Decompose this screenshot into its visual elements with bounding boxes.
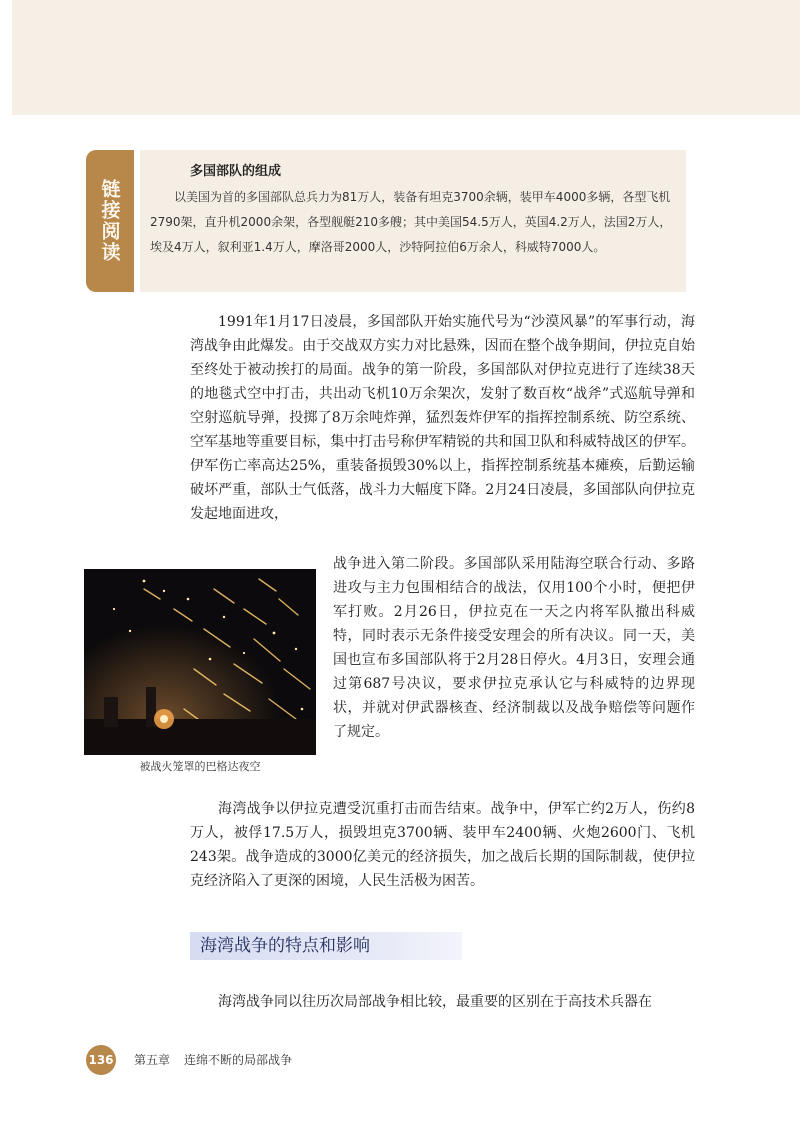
paragraph-1-continued: 战争进入第二阶段。多国部队采用陆海空联合行动、多路进攻与主力包围相结合的战法，仅用100个小时，便把伊军打败。2月26日，伊拉克在一天之内将军队撤出科威特，同时表示无条件接受安理会的所有决议。同一天，美国也宣布多国部队将于2月28日停火。4月3日，安理会通过第687号决议，要求伊拉克承认它与科威特的边界现状，并就对伊武器核查、经济制裁以及战争赔偿等问题作了规定。: [333, 556, 695, 740]
page-number: 136: [88, 1053, 114, 1067]
header-band: [12, 0, 800, 115]
link-reading-tab: [86, 150, 134, 292]
link-reading-tab-label: 链接阅读: [98, 179, 121, 263]
link-reading-text: 以美国为首的多国部队总兵力为81万人，装备有坦克3700余辆，装甲车4000多辆，各型飞机2790架，直升机2000余架，各型舰艇210多艘；其中美国54.5万人，英国4.2万人，法国2万人，埃及4万人，叙利亚1.4万人，摩洛哥2000人，沙特阿拉伯6万余人，科威特7000人。: [150, 190, 672, 254]
paragraph-1: 1991年1月17日凌晨，多国部队开始实施代号为“沙漠风暴”的军事行动，海湾战争由此爆发。由于交战双方实力对比悬殊，因而在整个战争期间，伊拉克自始至终处于被动挨打的局面。战争的第一阶段，多国部队对伊拉克进行了连续38天的地毯式空中打击，共出动飞机10万余架次，发射了数百枚“战斧”式巡航导弹和空射巡航导弹，投掷了8万余吨炸弹，猛烈轰炸伊军的指挥控制系统、防空系统、空军基地等重要目标，集中打击号称伊军精锐的共和国卫队和科威特战区的伊军。伊军伤亡率高达25%，重装备损毁30%以上，指挥控制系统基本瘫痪，后勤运输破坏严重，部队士气低落，战斗力大幅度下降。2月24日凌晨，多国部队向伊拉克发起地面进攻，: [190, 314, 695, 522]
section-heading: [190, 932, 462, 960]
photo-image: [84, 569, 316, 755]
paragraph-3: 海湾战争同以往历次局部战争相比较，最重要的区别在于高技术兵器在: [218, 994, 652, 1010]
photo-caption: 被战火笼罩的巴格达夜空: [139, 760, 261, 773]
chapter-footer: [134, 1051, 306, 1068]
paragraph-2: 海湾战争以伊拉克遭受沉重打击而告结束。战争中，伊军亡约2万人，伤约8万人，被俘17.5万人，损毁坦克3700辆、装甲车2400辆、火炮2600门、飞机243架。战争造成的3000亿美元的经济损失，加之战后长期的国际制裁，使伊拉克经济陷入了更深的困境，人民生活极为困苦。: [190, 801, 695, 889]
chapter-label: 第五章: [134, 1053, 171, 1067]
baghdad-night-photo: [84, 569, 316, 755]
section-heading-text: 海湾战争的特点和影响: [200, 936, 370, 956]
link-reading-box: [86, 150, 686, 292]
chapter-title: 连绵不断的局部战争: [184, 1053, 293, 1067]
link-reading-title: 多国部队的组成: [190, 164, 282, 179]
page-number-badge: [86, 1045, 116, 1075]
link-reading-panel: [140, 150, 686, 292]
